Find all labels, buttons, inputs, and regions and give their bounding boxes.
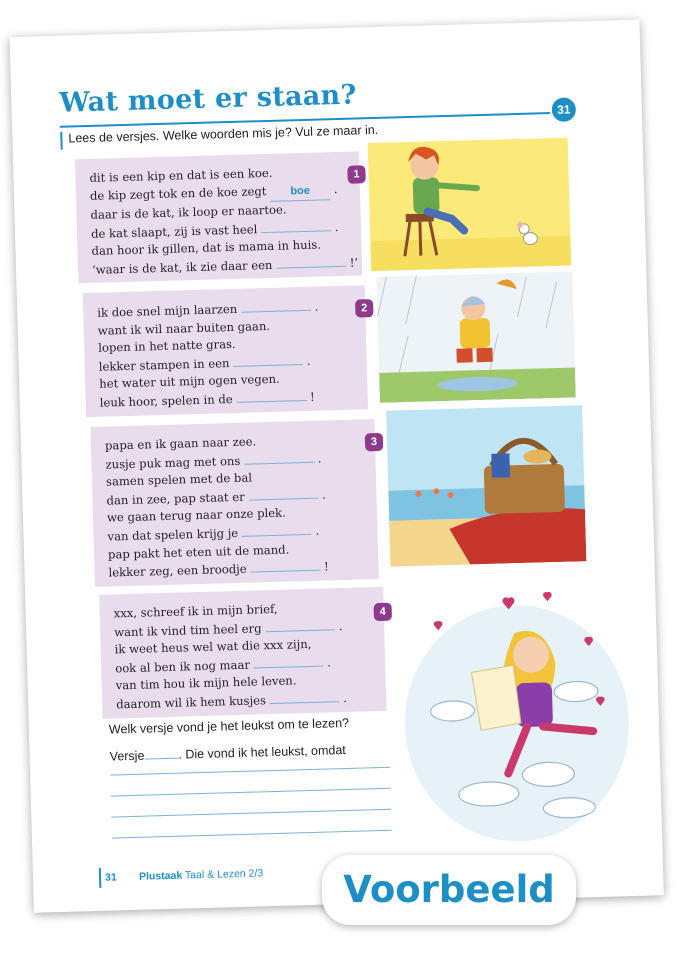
filled-answer: boe xyxy=(270,182,330,202)
verse-line: ‘waar is de kat, ik zie daar een !’ xyxy=(91,255,359,277)
page-title: Wat moet er staan? xyxy=(58,79,358,119)
writing-line[interactable] xyxy=(112,830,392,839)
verse-number-blank[interactable] xyxy=(144,746,178,760)
worksheet-page xyxy=(10,20,664,913)
illustration-beach-picnic xyxy=(386,405,586,566)
open-question: Welk versje vond je het leukst om te lezen? xyxy=(108,715,350,737)
verse-line: samen spelen met de bal xyxy=(105,470,253,489)
illustration-jumping-in-rain xyxy=(376,271,575,402)
answer-blank[interactable] xyxy=(253,653,323,668)
verse-line: dan in zee, pap staat er . xyxy=(106,487,326,508)
answer-lead: Versje . Die vond ik het leukst, omdat xyxy=(109,743,346,764)
verse-line: lekker zeg, een broodje ! xyxy=(108,559,329,580)
answer-blank[interactable] xyxy=(250,558,320,573)
verse-line: want ik wil naar buiten gaan. xyxy=(97,318,271,338)
verse-line: zusje puk mag met ons . xyxy=(105,451,322,472)
instruction-marker xyxy=(60,132,63,150)
verse-4-number: 4 xyxy=(374,603,392,621)
verse-3-number: 3 xyxy=(365,433,383,451)
verse-4-box xyxy=(99,587,386,719)
answer-blank[interactable] xyxy=(244,449,314,464)
answer-blank[interactable] xyxy=(276,254,346,269)
answer-blank[interactable] xyxy=(261,218,331,233)
answer-blank[interactable] xyxy=(265,617,335,632)
verse-line: leuk hoor, spelen in de ! xyxy=(99,389,315,410)
writing-line[interactable] xyxy=(110,767,390,776)
verse-line: het water uit mijn ogen vegen. xyxy=(99,372,280,392)
verse-line: dan hoor ik gillen, dat is mama in huis. xyxy=(91,237,322,259)
verse-line: van dat spelen krijg je . xyxy=(107,523,320,544)
verse-line: lopen in het natte gras. xyxy=(98,337,236,355)
verse-line: pap pakt het eten uit de mand. xyxy=(107,542,290,562)
answer-blank[interactable] xyxy=(269,689,339,704)
verse-line: daarom wil ik hem kusjes . xyxy=(116,690,348,712)
verse-line: we gaan terug naar onze plek. xyxy=(106,505,286,525)
verse-line: papa en ik gaan naar zee. xyxy=(104,434,257,453)
footer-marker xyxy=(99,868,101,888)
answer-blank[interactable] xyxy=(236,388,306,403)
verse-line: daar is de kat, ik loop er naartoe. xyxy=(90,202,287,223)
verse-line: ik weet heus wel wat die xxx zijn, xyxy=(114,637,312,657)
verse-line: de kip zegt tok en de koe zegt boe . xyxy=(89,181,338,203)
answer-blank[interactable] xyxy=(241,298,311,313)
verse-2-number: 2 xyxy=(355,299,373,317)
answer-blank[interactable] xyxy=(248,485,318,500)
verse-line: van tim hou ik mijn hele leven. xyxy=(115,673,297,693)
verse-line: xxx, schreef ik in mijn brief, xyxy=(113,601,278,621)
voorbeeld-stamp: Voorbeeld xyxy=(322,855,576,925)
writing-line[interactable] xyxy=(111,788,391,797)
verse-line: de kat slaapt, zij is vast heel . xyxy=(90,219,339,241)
verse-line: ook al ben ik nog maar . xyxy=(115,655,332,676)
verse-line: ik doe snel mijn laarzen . xyxy=(97,299,319,320)
verse-1-box xyxy=(75,151,362,283)
verse-1-number: 1 xyxy=(347,165,365,183)
verse-line: lekker stampen in een . xyxy=(98,353,311,374)
page-number-badge: 31 xyxy=(551,97,576,122)
answer-blank[interactable] xyxy=(242,522,312,537)
illustration-girl-love-letter xyxy=(393,580,636,846)
verse-3-box xyxy=(90,419,378,587)
footer-page-number: 31 xyxy=(104,871,117,884)
answer-blank[interactable] xyxy=(233,352,303,367)
footer-title: Plustaak Taal & Lezen 2/3 xyxy=(138,867,264,883)
writing-line[interactable] xyxy=(111,809,391,818)
verse-line: want ik vind tim heel erg . xyxy=(114,618,343,640)
verse-line: dit is een kip en dat is een koe. xyxy=(89,165,273,185)
verse-2-box xyxy=(83,285,368,417)
illustration-startled-boy-mouse xyxy=(368,138,571,272)
instruction-text: Lees de versjes. Welke woorden mis je? Vul ze maar in. xyxy=(68,122,379,146)
